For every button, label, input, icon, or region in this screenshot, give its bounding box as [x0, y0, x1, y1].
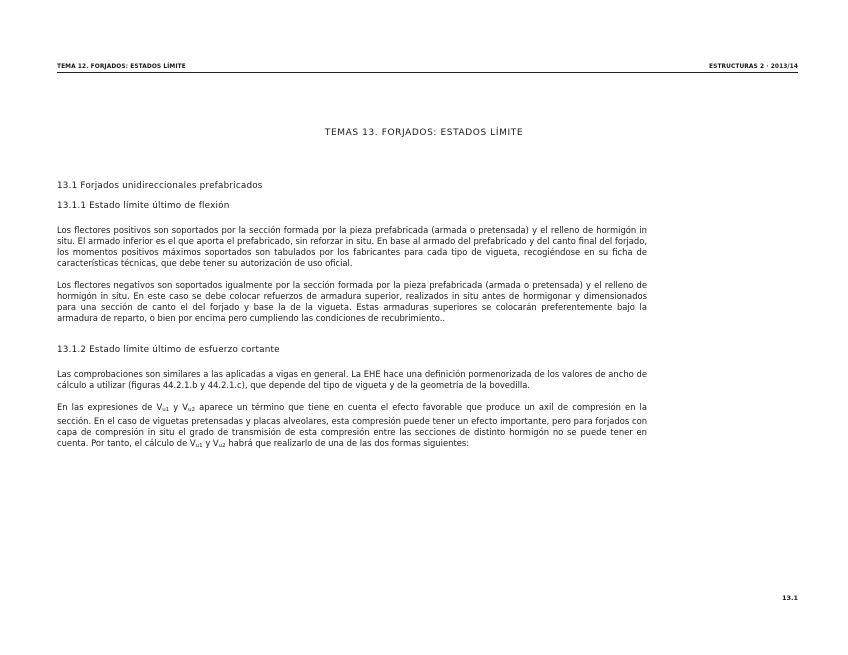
text-fragment: y V — [169, 402, 189, 412]
header-left: TEMA 12. FORJADOS: ESTADOS LÍMITE — [57, 62, 186, 70]
text-fragment: En las expresiones de V — [57, 402, 163, 412]
document-title-text: TEMAS 13. FORJADOS: ESTADOS LÍMITE — [324, 128, 524, 138]
text-fragment: aparece un término que tiene en cuenta el efecto favorable que produce un axil de compresión en la sección. En el caso de viguetas pretensadas y placas alveolares, esta compresión puede tener un efecto importante, pero para forjados con capa de compresión in situ el grado de transmisión de esta compresión entre las secciones de distinto hormigón no se puede tener en cuenta. Por tanto, el cálculo de V — [57, 402, 647, 448]
text-fragment: habrá que realizarlo de una de las dos formas siguientes: — [225, 438, 470, 448]
page-number: 13.1 — [781, 594, 798, 602]
section-heading-13-1: 13.1 Forjados unidireccionales prefabricados — [57, 181, 263, 191]
paragraph-axial-compression — [57, 402, 647, 452]
paragraph-shear-checks: Las comprobaciones son similares a las aplicadas a vigas en general. La EHE hace una definición pormenorizada de los valores de ancho de cálculo a utilizar (figuras 44.2.1.b y 44.2.1.c), que depende del tipo de vigueta y de la geometría de la bovedilla. — [57, 369, 647, 390]
header-right: ESTRUCTURAS 2 · 2013/14 — [709, 62, 798, 70]
document-title — [0, 128, 848, 138]
subscript: u1 — [195, 443, 203, 449]
text-fragment: y V — [202, 438, 219, 448]
document-body — [57, 181, 647, 452]
subscript: u2 — [188, 407, 196, 413]
paragraph-negative-moments: Los flectores negativos son soportados igualmente por la sección formada por la pieza prefabricada (armada o pretensada) y el relleno de hormigón in situ. En este caso se debe colocar refuerzos de armadura superior, realizados in situ antes de hormigonar y dimensionados para una sección de canto el del forjado y base la de la vigueta. Estas armaduras superiores se colocarán preferentemente bajo la armadura de reparto, o bien por encima pero cumpliendo las condiciones de recubrimiento.. — [57, 280, 647, 323]
subscript: u1 — [162, 407, 170, 413]
paragraph-positive-moments: Los flectores positivos son soportados por la sección formada por la pieza prefabricada (armada o pretensada) y el relleno de hormigón in situ. El armado inferior es el que aporta el prefabricado, sin reforzar in situ. En base al armado del prefabricado y del canto final del forjado, los momentos positivos máximos soportados son tabulados por los fabricantes para cada tipo de vigueta, recogiéndose en su ficha de características técnicas, que debe tener su autorización de uso oficial. — [57, 225, 647, 268]
section-heading-13-1-1: 13.1.1 Estado límite último de flexión — [57, 201, 230, 211]
section-heading-13-1-2: 13.1.2 Estado límite último de esfuerzo cortante — [57, 345, 280, 355]
subscript: u2 — [218, 443, 226, 449]
page-header — [57, 62, 798, 73]
